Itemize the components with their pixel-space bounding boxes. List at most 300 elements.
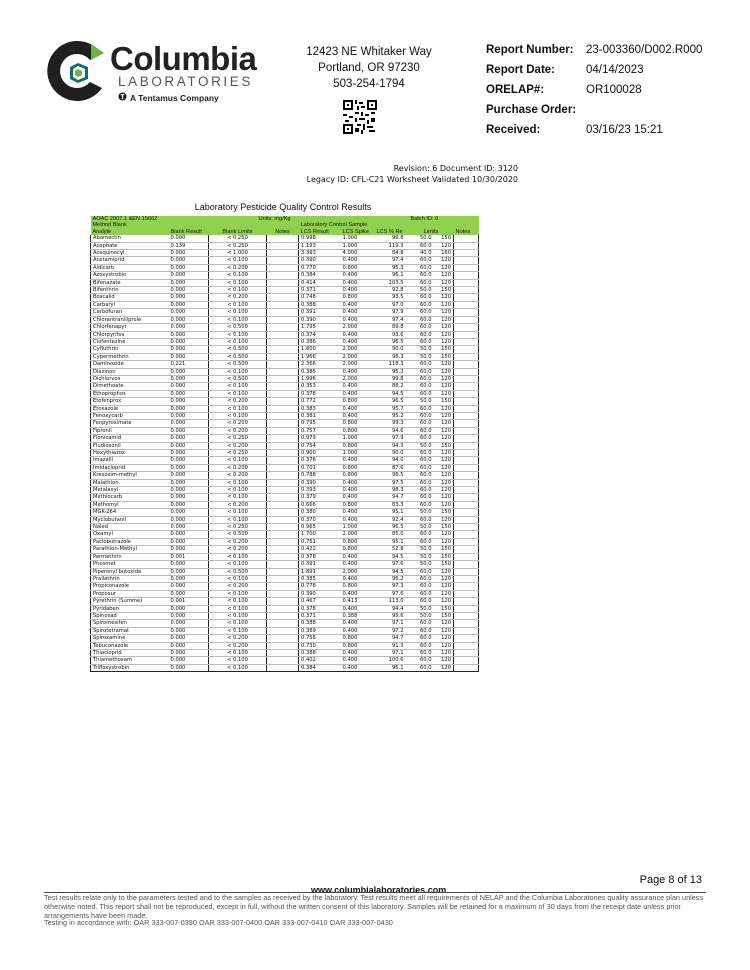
limit-high-cell: 120 bbox=[434, 472, 454, 479]
blank-result-cell: 0.000 bbox=[169, 383, 209, 390]
limit-high-cell: 120 bbox=[434, 427, 454, 434]
limit-high-cell: 120 bbox=[434, 494, 454, 501]
lcs-result-cell: 0.379 bbox=[299, 494, 341, 501]
lcs-notes-cell bbox=[454, 501, 479, 508]
lcs-notes-cell bbox=[454, 620, 479, 627]
table-row bbox=[91, 346, 479, 353]
analyte-cell: Oxamyl bbox=[91, 531, 169, 538]
blank-notes-cell bbox=[267, 375, 299, 382]
blank-limits-cell: < 0.100 bbox=[209, 657, 267, 664]
table-row bbox=[91, 620, 479, 627]
limit-high-cell: 120 bbox=[434, 338, 454, 345]
analyte-cell: Pyridaben bbox=[91, 605, 169, 612]
table-row bbox=[91, 516, 479, 523]
qc-table-body bbox=[91, 216, 479, 672]
limit-low-cell: 60.0 bbox=[409, 279, 434, 286]
analyte-cell: Pyrethrin (Summe) bbox=[91, 598, 169, 605]
limit-low-cell: 50.0 bbox=[409, 346, 434, 353]
lcs-spike-cell: 0.388 bbox=[341, 612, 375, 619]
limit-high-cell: 120 bbox=[434, 590, 454, 597]
table-row bbox=[91, 316, 479, 323]
blank-notes-cell bbox=[267, 338, 299, 345]
blank-notes-cell bbox=[267, 479, 299, 486]
blank-result-cell: 0.000 bbox=[169, 309, 209, 316]
limit-high-cell: 120 bbox=[434, 390, 454, 397]
lcs-notes-cell bbox=[454, 264, 479, 271]
lcs-recovery-cell: 90.0 bbox=[375, 346, 409, 353]
limit-low-cell: 60.0 bbox=[409, 649, 434, 656]
lcs-notes-cell bbox=[454, 553, 479, 560]
limit-high-cell: 120 bbox=[434, 264, 454, 271]
lcs-notes-cell bbox=[454, 472, 479, 479]
lcs-notes-cell bbox=[454, 294, 479, 301]
table-row bbox=[91, 642, 479, 649]
lcs-spike-cell: 0.400 bbox=[341, 412, 375, 419]
table-row bbox=[91, 509, 479, 516]
method-blank-label: Method Blank bbox=[91, 222, 209, 228]
lcs-result-cell: 1.891 bbox=[299, 568, 341, 575]
table-row bbox=[91, 575, 479, 582]
blank-notes-cell bbox=[267, 583, 299, 590]
blank-notes-cell bbox=[267, 272, 299, 279]
analyte-cell: Prallethrin bbox=[91, 575, 169, 582]
table-row bbox=[91, 435, 479, 442]
lcs-recovery-cell: 96.2 bbox=[375, 368, 409, 375]
analyte-cell: Bifenthrin bbox=[91, 287, 169, 294]
lcs-recovery-cell: 94.0 bbox=[375, 457, 409, 464]
lcs-recovery-cell: 97.9 bbox=[375, 435, 409, 442]
lcs-notes-cell bbox=[454, 531, 479, 538]
table-row bbox=[91, 553, 479, 560]
lcs-result-cell: 0.385 bbox=[299, 575, 341, 582]
analyte-cell: Azoxystrobin bbox=[91, 272, 169, 279]
blank-result-cell: 0.000 bbox=[169, 264, 209, 271]
blank-notes-cell bbox=[267, 353, 299, 360]
report-date-value: 04/14/2023 bbox=[586, 64, 644, 76]
blank-result-cell: 0.000 bbox=[169, 257, 209, 264]
analyte-cell: Dichlorvos bbox=[91, 375, 169, 382]
limit-low-cell: 60.0 bbox=[409, 590, 434, 597]
lcs-result-cell: 0.758 bbox=[299, 635, 341, 642]
analyte-cell: Phosmet bbox=[91, 561, 169, 568]
lcs-recovery-cell: 95.2 bbox=[375, 412, 409, 419]
lcs-notes-cell bbox=[454, 642, 479, 649]
blank-notes-cell bbox=[267, 264, 299, 271]
blank-notes-cell bbox=[267, 361, 299, 368]
limit-high-cell: 120 bbox=[434, 324, 454, 331]
limit-low-cell: 50.0 bbox=[409, 546, 434, 553]
blank-limits-cell: < 0.100 bbox=[209, 383, 267, 390]
lcs-notes-cell bbox=[454, 346, 479, 353]
lcs-spike-cell: 0.800 bbox=[341, 642, 375, 649]
blank-limits-cell: < 0.250 bbox=[209, 242, 267, 249]
lcs-result-cell: 0.467 bbox=[299, 598, 341, 605]
blank-limits-cell: < 0.100 bbox=[209, 405, 267, 412]
limit-high-cell: 120 bbox=[434, 457, 454, 464]
report-number-label: Report Number: bbox=[486, 44, 574, 56]
lcs-result-cell: 0.770 bbox=[299, 264, 341, 271]
limit-low-cell: 60.0 bbox=[409, 331, 434, 338]
limit-high-cell: 120 bbox=[434, 405, 454, 412]
limit-low-cell: 50.0 bbox=[409, 612, 434, 619]
limit-high-cell: 120 bbox=[434, 538, 454, 545]
limit-high-cell: 120 bbox=[434, 620, 454, 627]
blank-result-cell: 0.000 bbox=[169, 524, 209, 531]
lcs-result-cell: 0.778 bbox=[299, 583, 341, 590]
received-row bbox=[486, 124, 736, 144]
lcs-notes-cell bbox=[454, 383, 479, 390]
columbia-logo bbox=[44, 38, 257, 108]
blank-limits-cell: < 0.100 bbox=[209, 516, 267, 523]
table-row bbox=[91, 568, 479, 575]
col-lcs-spike: LCS Spike bbox=[341, 229, 375, 235]
lcs-spike-cell: 0.400 bbox=[341, 257, 375, 264]
blank-notes-cell bbox=[267, 412, 299, 419]
blank-result-cell: 0.000 bbox=[169, 568, 209, 575]
limit-low-cell: 60.0 bbox=[409, 368, 434, 375]
limit-low-cell: 60.0 bbox=[409, 664, 434, 671]
blank-limits-cell: < 0.100 bbox=[209, 338, 267, 345]
blank-limits-cell: < 0.100 bbox=[209, 479, 267, 486]
blank-limits-cell: < 0.100 bbox=[209, 487, 267, 494]
lcs-recovery-cell: 98.3 bbox=[375, 353, 409, 360]
limit-high-cell: 120 bbox=[434, 309, 454, 316]
blank-limits-cell: < 0.100 bbox=[209, 457, 267, 464]
limit-high-cell: 120 bbox=[434, 568, 454, 575]
blank-result-cell: 0.000 bbox=[169, 250, 209, 257]
lcs-result-cell: 0.965 bbox=[299, 524, 341, 531]
lcs-result-cell: 0.701 bbox=[299, 464, 341, 471]
blank-limits-cell: < 0.200 bbox=[209, 442, 267, 449]
limit-low-cell: 60.0 bbox=[409, 516, 434, 523]
blank-result-cell: 0.000 bbox=[169, 642, 209, 649]
lcs-result-cell: 1.966 bbox=[299, 353, 341, 360]
lcs-recovery-cell: 84.8 bbox=[375, 250, 409, 257]
limit-high-cell: 150 bbox=[434, 287, 454, 294]
blank-notes-cell bbox=[267, 501, 299, 508]
analyte-cell: Carbofuran bbox=[91, 309, 169, 316]
qr-code-icon bbox=[343, 100, 377, 134]
lcs-result-cell: 0.422 bbox=[299, 546, 341, 553]
lcs-recovery-cell: 97.6 bbox=[375, 590, 409, 597]
analyte-cell: Spiroxamine bbox=[91, 635, 169, 642]
table-row bbox=[91, 375, 479, 382]
lcs-recovery-cell: 94.6 bbox=[375, 427, 409, 434]
blank-limits-cell: < 0.100 bbox=[209, 575, 267, 582]
blank-result-cell: 0.000 bbox=[169, 657, 209, 664]
analyte-cell: Fenoxycarb bbox=[91, 412, 169, 419]
blank-result-cell: 0.000 bbox=[169, 390, 209, 397]
limit-high-cell: 120 bbox=[434, 420, 454, 427]
limit-high-cell: 120 bbox=[434, 479, 454, 486]
limit-high-cell: 120 bbox=[434, 635, 454, 642]
lcs-notes-cell bbox=[454, 398, 479, 405]
limit-low-cell: 60.0 bbox=[409, 375, 434, 382]
blank-result-cell: 0.000 bbox=[169, 575, 209, 582]
limit-high-cell: 120 bbox=[434, 575, 454, 582]
blank-notes-cell bbox=[267, 390, 299, 397]
limit-high-cell: 120 bbox=[434, 272, 454, 279]
lcs-spike-cell: 0.800 bbox=[341, 501, 375, 508]
lcs-notes-cell bbox=[454, 568, 479, 575]
received-label: Received: bbox=[486, 124, 541, 136]
blank-notes-cell bbox=[267, 642, 299, 649]
table-row bbox=[91, 627, 479, 634]
limit-low-cell: 60.0 bbox=[409, 642, 434, 649]
lcs-result-cell: 1.700 bbox=[299, 531, 341, 538]
lcs-result-cell: 0.384 bbox=[299, 272, 341, 279]
col-blank-limits: Blank Limits bbox=[209, 229, 267, 235]
lcs-recovery-cell: 119.3 bbox=[375, 242, 409, 249]
lcs-result-cell: 0.393 bbox=[299, 487, 341, 494]
limit-high-cell: 150 bbox=[434, 346, 454, 353]
lcs-notes-cell bbox=[454, 627, 479, 634]
limit-low-cell: 50.0 bbox=[409, 287, 434, 294]
analyte-cell: Carbaryl bbox=[91, 301, 169, 308]
blank-result-cell: 0.000 bbox=[169, 346, 209, 353]
lcs-recovery-cell: 97.9 bbox=[375, 309, 409, 316]
col-lcs-notes: Notes bbox=[454, 229, 479, 235]
limit-low-cell: 60.0 bbox=[409, 412, 434, 419]
blank-result-cell: 0.000 bbox=[169, 457, 209, 464]
limit-high-cell: 120 bbox=[434, 642, 454, 649]
limit-low-cell: 60.0 bbox=[409, 627, 434, 634]
lcs-recovery-cell: 95.1 bbox=[375, 509, 409, 516]
blank-notes-cell bbox=[267, 531, 299, 538]
qc-table-title: Laboratory Pesticide Quality Control Results bbox=[194, 202, 372, 212]
lcs-spike-cell: 0.400 bbox=[341, 620, 375, 627]
lcs-spike-cell: 0.800 bbox=[341, 472, 375, 479]
lcs-recovery-cell: 99.3 bbox=[375, 420, 409, 427]
lcs-result-cell: 0.414 bbox=[299, 279, 341, 286]
blank-limits-cell: < 0.100 bbox=[209, 279, 267, 286]
limit-low-cell: 60.0 bbox=[409, 479, 434, 486]
lcs-notes-cell bbox=[454, 257, 479, 264]
lcs-result-cell: 0.391 bbox=[299, 309, 341, 316]
blank-limits-cell: < 0.100 bbox=[209, 494, 267, 501]
blank-notes-cell bbox=[267, 346, 299, 353]
lcs-result-cell: 0.788 bbox=[299, 472, 341, 479]
blank-result-cell: 0.000 bbox=[169, 479, 209, 486]
method-reference: AOAC 2007.1 &EN 15662 bbox=[91, 216, 209, 222]
analyte-cell: Fipronil bbox=[91, 427, 169, 434]
blank-result-cell: 0.000 bbox=[169, 375, 209, 382]
blank-result-cell: 0.000 bbox=[169, 627, 209, 634]
analyte-cell: Fludioxonil bbox=[91, 442, 169, 449]
blank-notes-cell bbox=[267, 242, 299, 249]
blank-limits-cell: < 0.100 bbox=[209, 257, 267, 264]
table-row bbox=[91, 635, 479, 642]
analyte-cell: Tebuconazole bbox=[91, 642, 169, 649]
table-row bbox=[91, 442, 479, 449]
limit-high-cell: 150 bbox=[434, 561, 454, 568]
blank-result-cell: 0.000 bbox=[169, 487, 209, 494]
limit-high-cell: 120 bbox=[434, 279, 454, 286]
limit-high-cell: 150 bbox=[434, 398, 454, 405]
blank-notes-cell bbox=[267, 598, 299, 605]
lcs-spike-cell: 0.400 bbox=[341, 590, 375, 597]
blank-limits-cell: < 0.250 bbox=[209, 450, 267, 457]
table-row bbox=[91, 412, 479, 419]
blank-limits-cell: < 0.500 bbox=[209, 375, 267, 382]
lcs-result-cell: 0.730 bbox=[299, 642, 341, 649]
blank-notes-cell bbox=[267, 287, 299, 294]
lcs-recovery-cell: 90.0 bbox=[375, 450, 409, 457]
lcs-recovery-cell: 99.8 bbox=[375, 235, 409, 242]
lcs-recovery-cell: 97.5 bbox=[375, 479, 409, 486]
table-row bbox=[91, 649, 479, 656]
blank-result-cell: 0.000 bbox=[169, 494, 209, 501]
blank-notes-cell bbox=[267, 331, 299, 338]
lcs-result-cell: 0.979 bbox=[299, 435, 341, 442]
lcs-notes-cell bbox=[454, 464, 479, 471]
blank-limits-cell: < 0.100 bbox=[209, 561, 267, 568]
lcs-notes-cell bbox=[454, 487, 479, 494]
lcs-notes-cell bbox=[454, 612, 479, 619]
analyte-cell: Parathion-Methyl bbox=[91, 546, 169, 553]
blank-limits-cell: < 0.200 bbox=[209, 501, 267, 508]
table-row bbox=[91, 383, 479, 390]
blank-limits-cell: < 0.100 bbox=[209, 620, 267, 627]
lcs-recovery-cell: 92.8 bbox=[375, 287, 409, 294]
blank-limits-cell: < 0.200 bbox=[209, 294, 267, 301]
blank-result-cell: 0.000 bbox=[169, 509, 209, 516]
table-row bbox=[91, 309, 479, 316]
blank-notes-cell bbox=[267, 509, 299, 516]
blank-limits-cell: < 0.100 bbox=[209, 509, 267, 516]
limit-low-cell: 60.0 bbox=[409, 472, 434, 479]
logo-tagline: A Tentamus Company bbox=[130, 93, 219, 103]
lcs-notes-cell bbox=[454, 583, 479, 590]
analyte-cell: Propoxur bbox=[91, 590, 169, 597]
analyte-cell: Bifenazate bbox=[91, 279, 169, 286]
table-row bbox=[91, 538, 479, 545]
blank-result-cell: 0.000 bbox=[169, 353, 209, 360]
blank-result-cell: 0.000 bbox=[169, 664, 209, 671]
qc-header-row-1 bbox=[91, 216, 479, 222]
lcs-recovery-cell: 98.3 bbox=[375, 487, 409, 494]
limit-high-cell: 150 bbox=[434, 546, 454, 553]
analyte-cell: Etofenprox bbox=[91, 398, 169, 405]
analyte-cell: Naled bbox=[91, 524, 169, 531]
lcs-result-cell: 1.996 bbox=[299, 375, 341, 382]
lcs-notes-cell bbox=[454, 509, 479, 516]
lcs-notes-cell bbox=[454, 235, 479, 242]
lcs-recovery-cell: 96.5 bbox=[375, 338, 409, 345]
table-row bbox=[91, 264, 479, 271]
limit-high-cell: 120 bbox=[434, 294, 454, 301]
lcs-notes-cell bbox=[454, 538, 479, 545]
blank-limits-cell: < 0.100 bbox=[209, 368, 267, 375]
table-row bbox=[91, 390, 479, 397]
limit-low-cell: 60.0 bbox=[409, 405, 434, 412]
limit-high-cell: 150 bbox=[434, 509, 454, 516]
blank-limits-cell: < 0.200 bbox=[209, 538, 267, 545]
orelap-label: ORELAP#: bbox=[486, 84, 545, 96]
blank-notes-cell bbox=[267, 383, 299, 390]
table-row bbox=[91, 398, 479, 405]
lcs-notes-cell bbox=[454, 375, 479, 382]
table-row bbox=[91, 524, 479, 531]
lcs-notes-cell bbox=[454, 316, 479, 323]
lcs-spike-cell: 0.400 bbox=[341, 605, 375, 612]
lcs-recovery-cell: 52.8 bbox=[375, 546, 409, 553]
table-row bbox=[91, 287, 479, 294]
lcs-result-cell: 0.376 bbox=[299, 457, 341, 464]
limit-low-cell: 60.0 bbox=[409, 272, 434, 279]
blank-limits-cell: < 0.250 bbox=[209, 435, 267, 442]
lab-website-link[interactable]: www.columbialaboratories.com bbox=[311, 885, 447, 895]
blank-result-cell: 0.000 bbox=[169, 605, 209, 612]
blank-notes-cell bbox=[267, 568, 299, 575]
limit-low-cell: 60.0 bbox=[409, 538, 434, 545]
limit-low-cell: 50.0 bbox=[409, 553, 434, 560]
limit-high-cell: 150 bbox=[434, 442, 454, 449]
limit-high-cell: 120 bbox=[434, 301, 454, 308]
blank-result-cell: 0.000 bbox=[169, 420, 209, 427]
blank-notes-cell bbox=[267, 235, 299, 242]
lcs-spike-cell: 0.400 bbox=[341, 383, 375, 390]
table-row bbox=[91, 501, 479, 508]
lcs-spike-cell: 0.400 bbox=[341, 479, 375, 486]
lcs-result-cell: 0.761 bbox=[299, 538, 341, 545]
blank-limits-cell: < 0.200 bbox=[209, 472, 267, 479]
lcs-notes-cell bbox=[454, 279, 479, 286]
blank-limits-cell: < 1.000 bbox=[209, 250, 267, 257]
address-line-1: 12423 NE Whitaker Way bbox=[306, 46, 432, 58]
lcs-recovery-cell: 94.5 bbox=[375, 553, 409, 560]
lcs-recovery-cell: 92.4 bbox=[375, 516, 409, 523]
lcs-result-cell: 0.374 bbox=[299, 331, 341, 338]
blank-limits-cell: < 0.200 bbox=[209, 464, 267, 471]
table-row bbox=[91, 612, 479, 619]
table-row bbox=[91, 583, 479, 590]
table-row bbox=[91, 664, 479, 671]
lcs-recovery-cell: 94.7 bbox=[375, 635, 409, 642]
report-number-row bbox=[486, 44, 736, 64]
table-row bbox=[91, 590, 479, 597]
address-line-2: Portland, OR 97230 bbox=[318, 62, 420, 74]
lcs-spike-cell: 0.400 bbox=[341, 657, 375, 664]
lcs-spike-cell: 1.000 bbox=[341, 524, 375, 531]
blank-notes-cell bbox=[267, 635, 299, 642]
table-row bbox=[91, 250, 479, 257]
lcs-recovery-cell: 89.8 bbox=[375, 324, 409, 331]
table-row bbox=[91, 531, 479, 538]
blank-limits-cell: < 0.100 bbox=[209, 664, 267, 671]
blank-limits-cell: < 0.100 bbox=[209, 605, 267, 612]
table-row bbox=[91, 479, 479, 486]
analyte-cell: MGK-264 bbox=[91, 509, 169, 516]
limit-low-cell: 50.0 bbox=[409, 524, 434, 531]
lcs-result-cell: 0.402 bbox=[299, 657, 341, 664]
blank-notes-cell bbox=[267, 257, 299, 264]
blank-notes-cell bbox=[267, 649, 299, 656]
blank-result-cell: 0.001 bbox=[169, 553, 209, 560]
blank-limits-cell: < 0.100 bbox=[209, 590, 267, 597]
blank-result-cell: 0.000 bbox=[169, 612, 209, 619]
lcs-notes-cell bbox=[454, 353, 479, 360]
footer-disclaimer: Test results relate only to the parameters tested and to the samples as received by the laboratory. Test results meet all requirements of NELAP and the Columbia Laboratories quality assurance plan unless otherwise noted. This report shall not be reproduced, except in full, without the written consent of this laboratory. Samples will be retained for a maximum of 30 days from the receipt date unless prior arrangements have been made. bbox=[44, 893, 704, 921]
table-row bbox=[91, 546, 479, 553]
blank-result-cell: 0.000 bbox=[169, 538, 209, 545]
blank-limits-cell: < 0.200 bbox=[209, 420, 267, 427]
limit-high-cell: 150 bbox=[434, 353, 454, 360]
table-row bbox=[91, 257, 479, 264]
blank-limits-cell: < 0.500 bbox=[209, 568, 267, 575]
analyte-cell: Aldicarb bbox=[91, 264, 169, 271]
lcs-recovery-cell: 97.1 bbox=[375, 649, 409, 656]
